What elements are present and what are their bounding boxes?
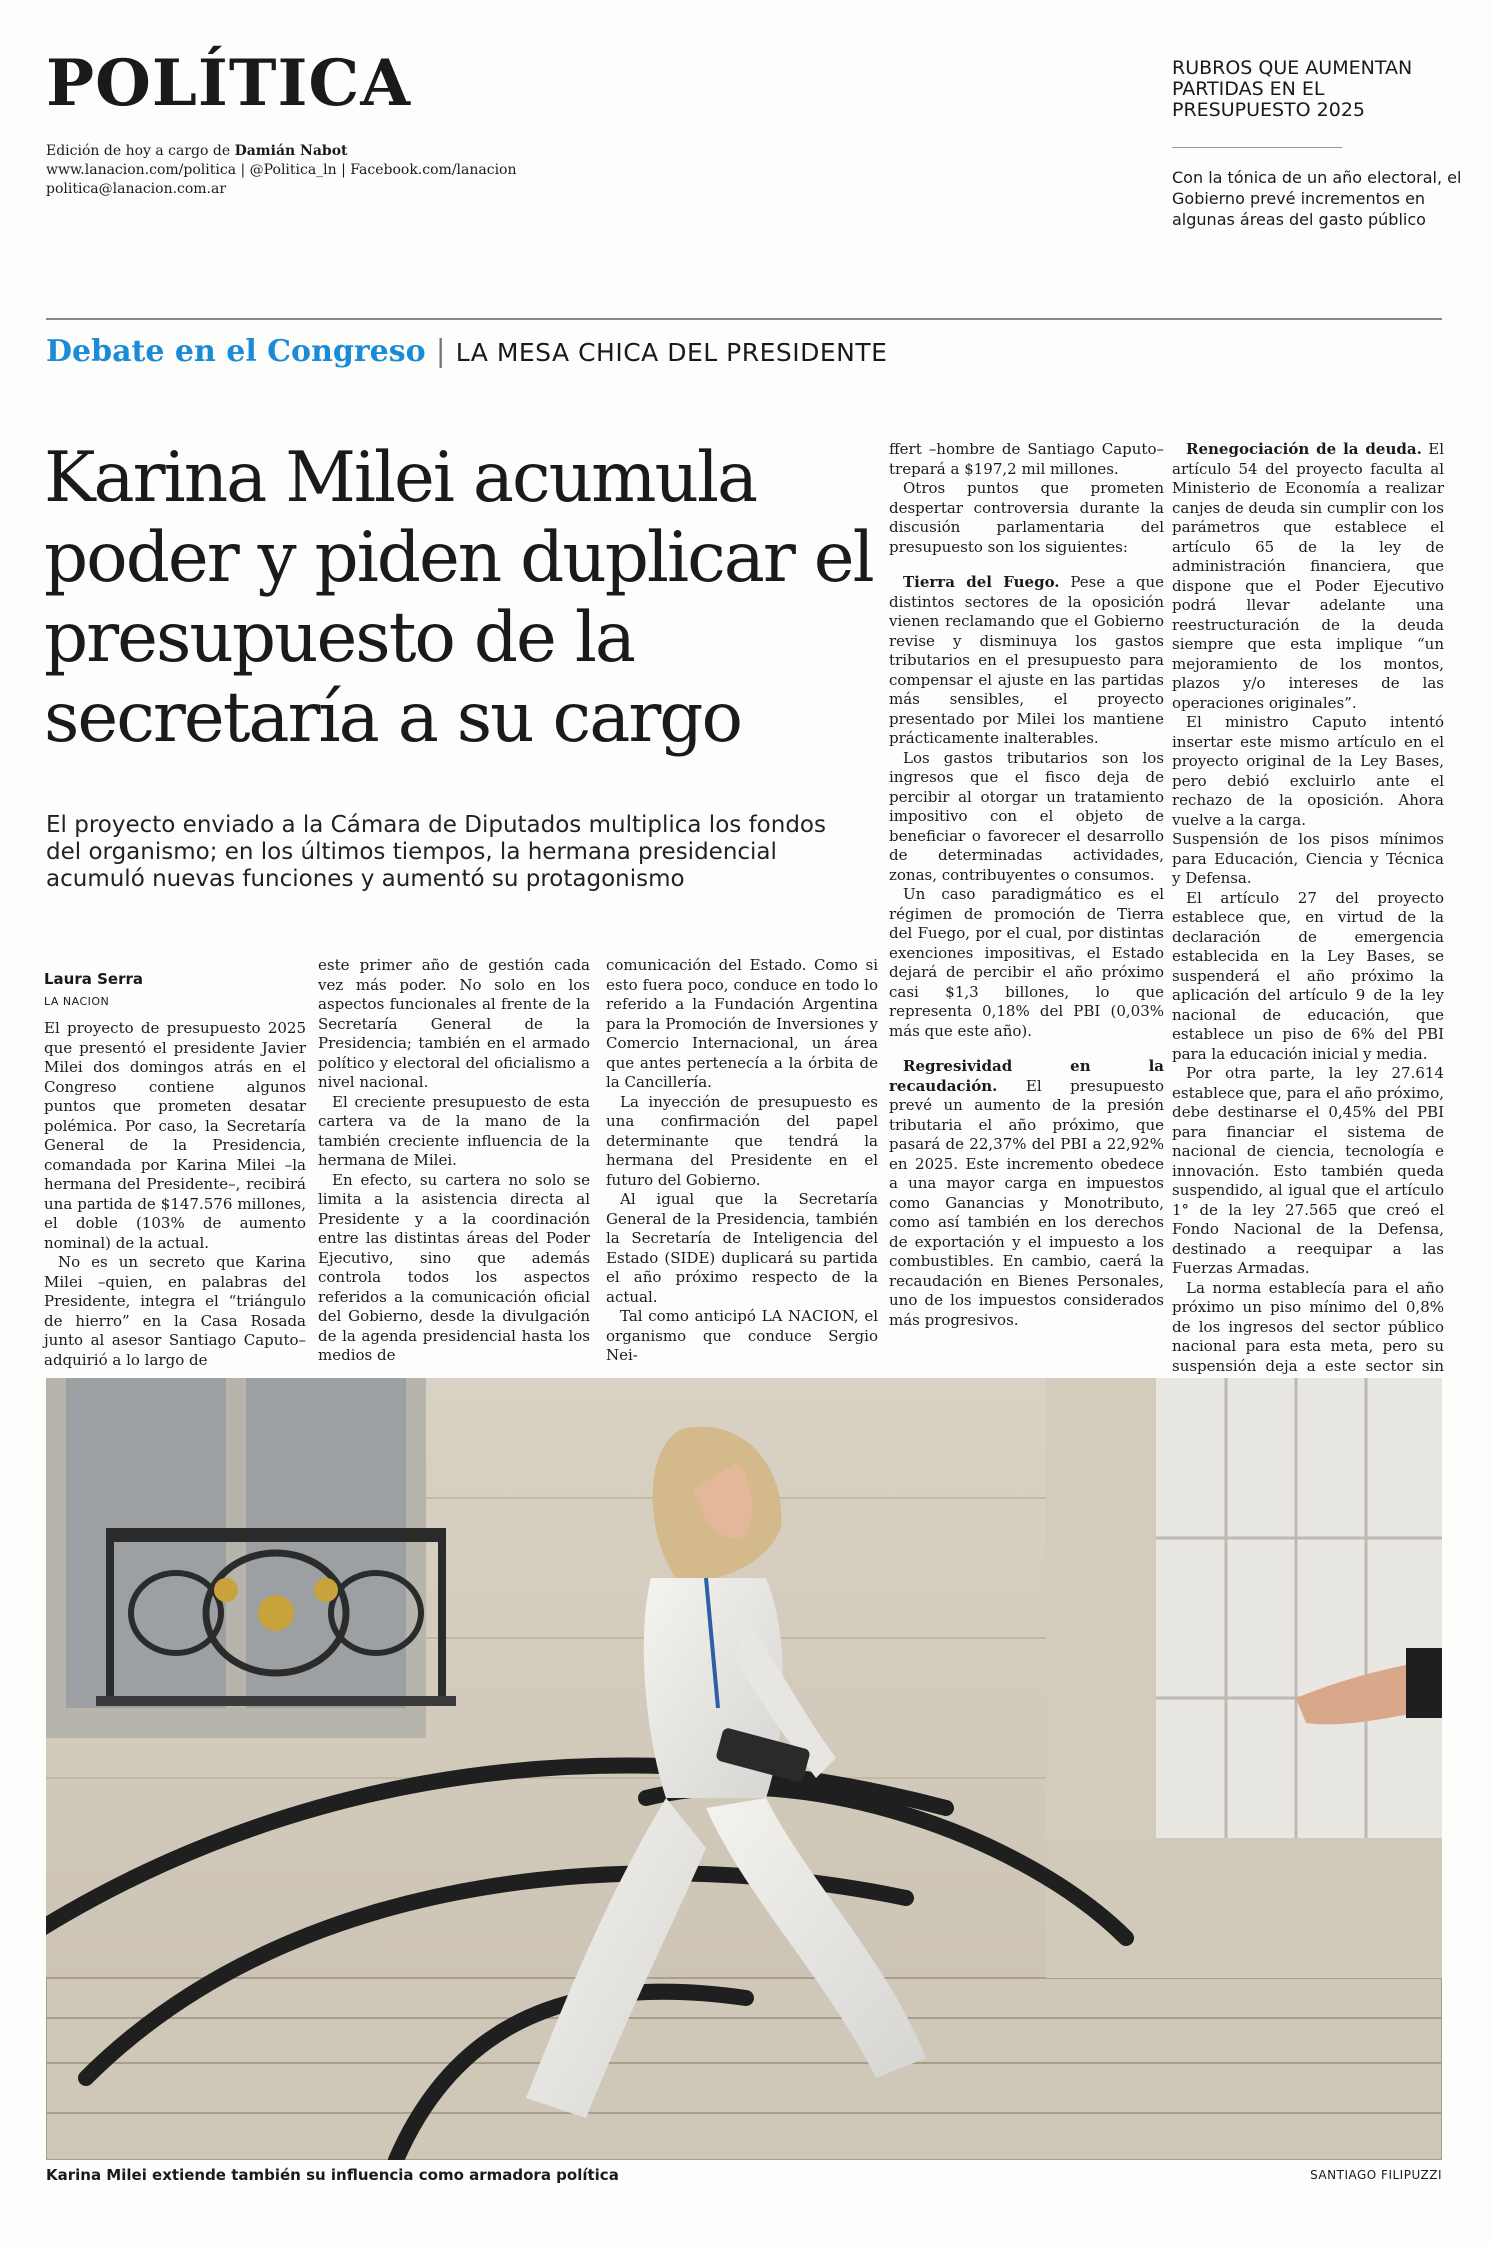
paragraph: este primer año de gestión cada vez más poder. No solo en los aspectos funcionales al frente de la Secretaría General de la Presidencia; también en el armado político y electoral del oficialismo a nivel nacional.: [318, 956, 590, 1091]
article-column-1: [44, 970, 306, 1370]
paragraph-text: Pese a que distintos sectores de la oposición vienen reclamando que el Gobierno revise y disminuya los gastos tributarios en el presupuesto para compensar el ajuste en las partidas más sensibles, el proyecto presentado por Milei los mantiene prácticamente inalterables.: [889, 573, 1164, 747]
section-title: POLÍTICA: [46, 46, 411, 121]
paragraph: Al igual que la Secretaría General de la Presidencia, también la Secretaría de Inteligencia del Estado (SIDE) duplicará su partida el año próximo respecto de la actual.: [606, 1190, 878, 1306]
byline-outlet: LA NACION: [44, 994, 110, 1008]
kicker-subtopic: LA MESA CHICA DEL PRESIDENTE: [455, 338, 888, 367]
paragraph: Tal como anticipó LA NACION, el organismo que conduce Sergio Nei-: [606, 1307, 878, 1364]
kicker-topic[interactable]: Debate en el Congreso: [46, 334, 426, 369]
article-column-2: [318, 956, 590, 1366]
edition-info: [46, 142, 517, 199]
subhead-regresividad: Regresividad en la recaudación.: [889, 1057, 1164, 1095]
edition-prefix: Edición de hoy a cargo de: [46, 143, 235, 159]
paragraph: El proyecto de presupuesto 2025 que presentó el presidente Javier Milei dos domingos atrás en el Congreso contiene algunos puntos que prometen desatar polémica. Por caso, la Secretaría General de la Presidencia, comandada por Karina Milei –la hermana del Presidente–, recibirá una partida de $147.576 millones, el doble (103% de aumento nominal) de la actual.: [44, 1019, 306, 1252]
deck: El proyecto enviado a la Cámara de Diputados multiplica los fondos del organismo; en los últimos tiempos, la hermana presidencial acumuló nuevas funciones y aumentó su protagonismo: [46, 812, 826, 892]
headline: Karina Milei acumula poder y piden duplicar el presupuesto de la secretaría a su cargo: [44, 438, 873, 758]
teaser-title[interactable]: RUBROS QUE AUMENTAN PARTIDAS EN EL PRESUPUESTO 2025: [1172, 57, 1413, 121]
edition-links[interactable]: www.lanacion.com/politica | @Politica_ln | Facebook.com/lanacion: [46, 162, 517, 178]
article-photo[interactable]: [46, 1378, 1442, 2160]
kicker-separator: |: [435, 334, 446, 369]
paragraph-with-subhead: [889, 573, 1164, 749]
editor-name: Damián Nabot: [234, 143, 348, 159]
paragraph: Otros puntos que prometen despertar controversia durante la discusión parlamentaria del presupuesto son los siguientes:: [889, 479, 1164, 556]
kicker: [46, 332, 887, 373]
edition-email[interactable]: politica@lanacion.com.ar: [46, 181, 227, 197]
subhead-tierra-del-fuego: Tierra del Fuego.: [903, 573, 1060, 591]
subhead-deuda: Renegociación de la deuda.: [1186, 440, 1422, 458]
paragraph: Por otra parte, la ley 27.614 establece que, para el año próximo, debe destinarse el 0,45% del PBI para financiar el sistema de nacional de ciencia, tecnología e innovación. Esto también queda suspendido, al igual que el artículo 1° de la ley 27.565 que creó el Fondo Nacional de la Defensa, destinado a reequipar a las Fuerzas Armadas.: [1172, 1064, 1444, 1277]
edition-editor-line: [46, 142, 517, 161]
paragraph: El creciente presupuesto de esta cartera va de la mano de la también creciente influencia de la hermana de Milei.: [318, 1092, 590, 1169]
paragraph-text: La norma establecía para el año próximo un piso mínimo del 0,8% de los ingresos del sector público nacional para esta meta, pero su suspensión deja a este sector sin: [1172, 1278, 1444, 1375]
paragraph: La inyección de presupuesto es una confirmación del papel determinante que tendrá la hermana del Presidente en el futuro del Gobierno.: [606, 1092, 878, 1189]
paragraph: Los gastos tributarios son los ingresos que el fisco deja de percibir al otorgar un tratamiento impositivo con el objeto de beneficiar o favorecer el desarrollo de determinadas actividades, zonas, contribuyentes o consumos.: [889, 748, 1164, 884]
photo-credit: SANTIAGO FILIPUZZI: [1310, 2168, 1442, 2182]
paragraph: comunicación del Estado. Como si esto fuera poco, conduce en todo lo referido a la Fundación Argentina para la Promoción de Inversiones y Comercio Internacional, un área que antes pertenecía a la órbita de la Cancillería.: [606, 956, 878, 1091]
paragraph: ffert –hombre de Santiago Caputo– trepará a $197,2 mil millones.: [889, 440, 1164, 478]
article-column-3: [606, 956, 878, 1366]
photo-caption: Karina Milei extiende también su influencia como armadora política: [46, 2166, 619, 2184]
paragraph: El artículo 27 del proyecto establece que, en virtud de la declaración de emergencia establecida en la Ley Bases, se suspenderá el año próximo la aplicación del artículo 9 de la ley nacional de educación, que establece un piso de 6% del PBI para la educación inicial y media.: [1172, 888, 1444, 1063]
paragraph: En efecto, su cartera no solo se limita a la asistencia directa al Presidente y a la coordinación entre las distintas áreas del Poder Ejecutivo, sino que además controla todos los aspectos referidos a la comunicación oficial del Gobierno, desde la divulgación de la agenda presidencial hasta los medios de: [318, 1170, 590, 1364]
subhead-suspension: Suspensión de los pisos mínimos para Educación, Ciencia y Técnica y Defensa.: [1172, 830, 1444, 887]
paragraph-with-subhead: [889, 1057, 1164, 1330]
paragraph-text: El artículo 54 del proyecto faculta al Ministerio de Economía a realizar canjes de deuda sin cumplir con los parámetros que establece el artículo 65 de la ley de administración financiera, que dispone que el Poder Ejecutivo podrá llevar adelante una reestructuración de la deuda siempre que esta implique “un mejoramiento de los montos, plazos y/o intereses de las operaciones originales”.: [1172, 440, 1444, 712]
article-column-5: [1172, 440, 1444, 1396]
photo-illustration: [46, 1378, 1442, 2160]
header-divider: [46, 318, 1442, 320]
paragraph-text: El presupuesto prevé un aumento de la presión tributaria el año próximo, que pasará de 22,37% del PBI a 22,92% en 2025. Este incremento obedece a una mayor carga en impuestos como Ganancias y Monotributo, como así también en los derechos de exportación y el impuesto a los combustibles. En cambio, caerá la recaudación en Bienes Personales, uno de los impuestos considerados más progresivos.: [889, 1076, 1164, 1329]
article-column-4: [889, 440, 1164, 1330]
paragraph: El ministro Caputo intentó insertar este mismo artículo en el proyecto original de la Ley Bases, pero debió excluirlo ante el rechazo de la oposición. Ahora vuelve a la carga.: [1172, 713, 1444, 829]
paragraph: No es un secreto que Karina Milei –quien, en palabras del Presidente, integra el “triángulo de hierro” en la Casa Rosada junto al asesor Santiago Caputo– adquirió a lo largo de: [44, 1253, 306, 1369]
teaser-text: Con la tónica de un año electoral, el Gobierno prevé incrementos en algunas áreas del gasto público: [1172, 168, 1462, 229]
paragraph: Un caso paradigmático es el régimen de promoción de Tierra del Fuego, por el cual, por distintas exenciones impositivas, el Estado dejará de percibir el año próximo casi $1,3 billones, lo que representa 0,18% del PBI (0,03% más que este año).: [889, 885, 1164, 1040]
paragraph-with-subhead: [1172, 440, 1444, 713]
teaser-divider: [1172, 147, 1342, 148]
byline-author[interactable]: Laura Serra: [44, 970, 143, 988]
